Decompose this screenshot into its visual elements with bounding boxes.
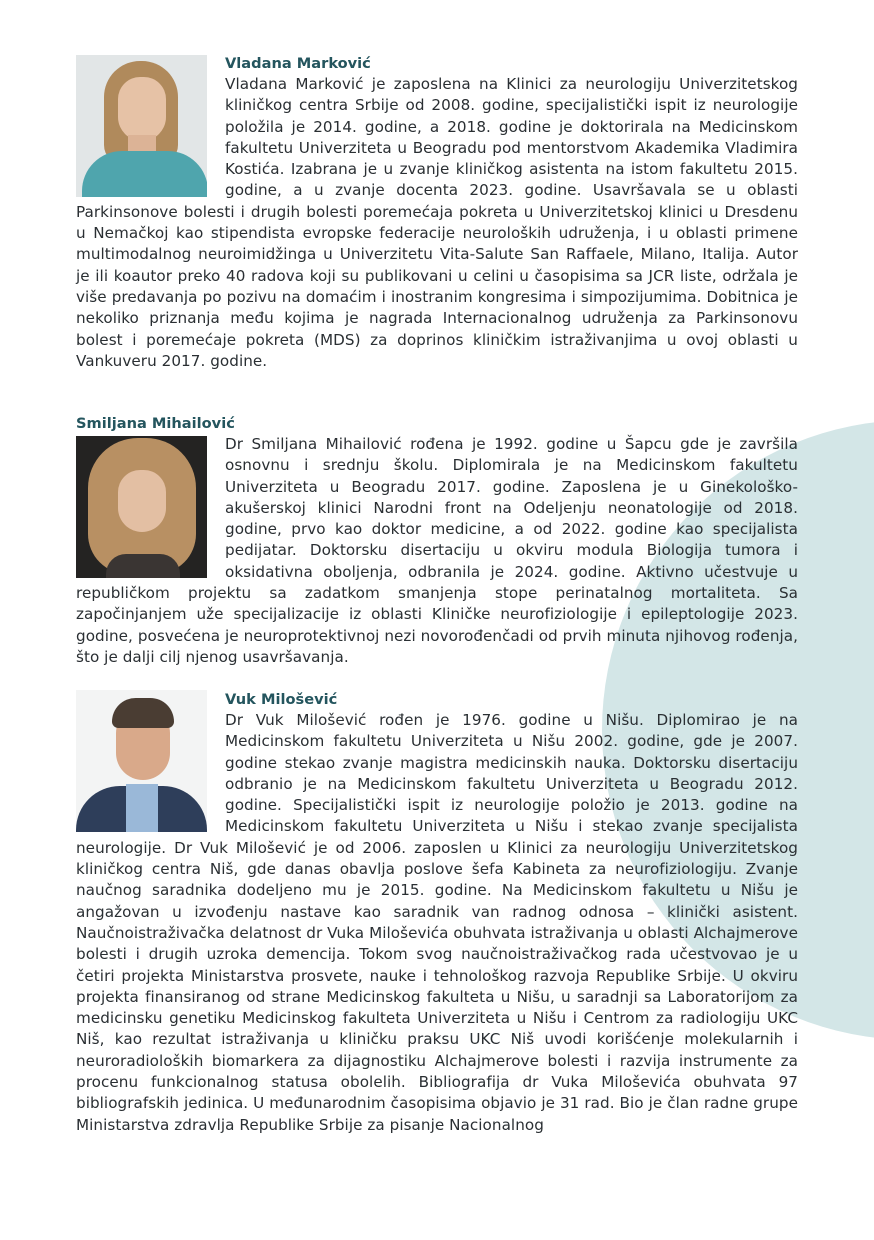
portrait-photo <box>76 436 207 578</box>
bio-vladana-markovic <box>76 53 798 372</box>
bio-name: Vuk Milošević <box>225 691 338 708</box>
bio-text: Dr Smiljana Mihailović rođena je 1992. godine u Šapcu gde je završila osnovnu i srednju školu. Diplomirala je na Medicinskom fakultetu Univerziteta u Beogradu 2017. godine. Zaposlena je u Ginekološko-akušerskoj klinici Narodni front na Odeljenju neonatologije od 2018. godine, prvo kao doktor medicine, a od 2022. godine kao specijalista pedijatar. Doktorsku disertaciju u okviru modula Biologija tumora i oksidativna oboljenja, odbranila je 2024. godine. Aktivno učestvuje u republičkom projektu sa zadatkom smanjenja stope perinatalnog mortaliteta. Sa započinjanjem uže specijalizacije iz oblasti Kliničke neurofiziologije i epileptologije 2023. godine, posvećena je neuroprotektivnoj nezi novorođenčadi od prvih minuta njihovog rođenja, što je dalji cilj njenog usavršavanja. <box>76 435 798 666</box>
portrait-photo <box>76 690 207 832</box>
portrait-photo <box>76 55 207 197</box>
bio-text: Dr Vuk Milošević rođen je 1976. godine u Nišu. Diplomirao je na Medicinskom fakultetu Univerziteta u Nišu 2002. godine, gde je 2007. godine stekao zvanje magistra medicinskih nauka. Doktorsku disertaciju odbranio je na Medicinskom fakultetu Univerziteta u Beogradu 2012. godine. Specijalistički ispit iz neurologije položio je 2013. godine na Medicinskom fakultetu Univerziteta u Nišu i stekao zvanje specijalista neurologije. Dr Vuk Milošević je od 2006. zaposlen u Klinici za neurologiju Univerzitetskog kliničkog centra Niš, gde danas obavlja poslove šefa Kabineta za neurofiziologiju. Zvanje naučnog saradnika dodeljeno mu je 2015. godine. Na Medicinskom fakultetu u Nišu je angažovan u izvođenju nastave kao saradnik van radnog odnosa – klinički asistent. Naučnoistraživačka delatnost dr Vuka Miloševića obuhvata istraživanja u oblasti Alchajmerove bolesti i drugih uzroka demencija. Tokom svog naučnoistraživačkog rada učestvovao je u četiri projekta Ministarstva prosvete, nauke i tehnološkog razvoja Republike Srbije. U okviru projekta finansiranog od strane Medicinskog fakulteta u Nišu, u saradnji sa Laboratorijom za medicinsku genetiku Medicinskog fakulteta Univerziteta u Nišu i Centrom za radiologiju UKC Niš, kao rezultat istraživanja u kliničku praksu UKC Niš uvodi korišćenje molekularnih i neuroradioloških biomarkera za dijagnostiku Alchajmerove bolesti i razvija instrumente za procenu funkcionalnog statusa obolelih. Bibliografija dr Vuka Miloševića obuhvata 97 bibliografskih jedinica. U međunarodnim časopisima objavio je 31 rad. Bio je član radne grupe Ministarstva zdravlja Republike Srbije za pisanje Nacionalnog <box>76 711 798 1134</box>
bio-text: Vladana Marković je zaposlena na Klinici za neurologiju Univerzitetskog kliničkog centra Srbije od 2008. godine, specijalistički ispit iz neurologije položila je 2014. godine, a 2018. godine je doktorirala na Medicinskom fakultetu Univerziteta u Beogradu pod mentorstvom Akademika Vladimira Kostića. Izabrana je u zvanje kliničkog asistenta na istom fakultetu 2015. godine, a u zvanje docenta 2023. godine. Usavršavala se u oblasti Parkinsonove bolesti i drugih bolesti poremećaja pokreta u Univerzitetskoj klinici u Dresdenu u Nemačkoj kao stipendista evropske federacije neuroloških udruženja, i u oblasti primene multimodalnog neuroimidžinga u Univerzitetu Vita-Salute San Raffaele, Milano, Italija. Autor je ili koautor preko 40 radova koji su publikovani u celini u časopisima sa JCR liste, održala je više predavanja po pozivu na domaćim i inostranim kongresima i simpozijumima. Dobitnica je nekoliko priznanja među kojima je nagrada Internacionalnog udruženja za Parkinsonovu bolest i poremećaje pokreta (MDS) za doprinos kliničkim istraživanjima u ovoj oblasti u Vankuveru 2017. godine. <box>76 75 798 370</box>
bio-name: Vladana Marković <box>225 55 371 72</box>
bio-smiljana-mihailovic <box>76 413 798 668</box>
bio-vuk-milosevic <box>76 689 798 1136</box>
bio-name: Smiljana Mihailović <box>76 415 235 432</box>
